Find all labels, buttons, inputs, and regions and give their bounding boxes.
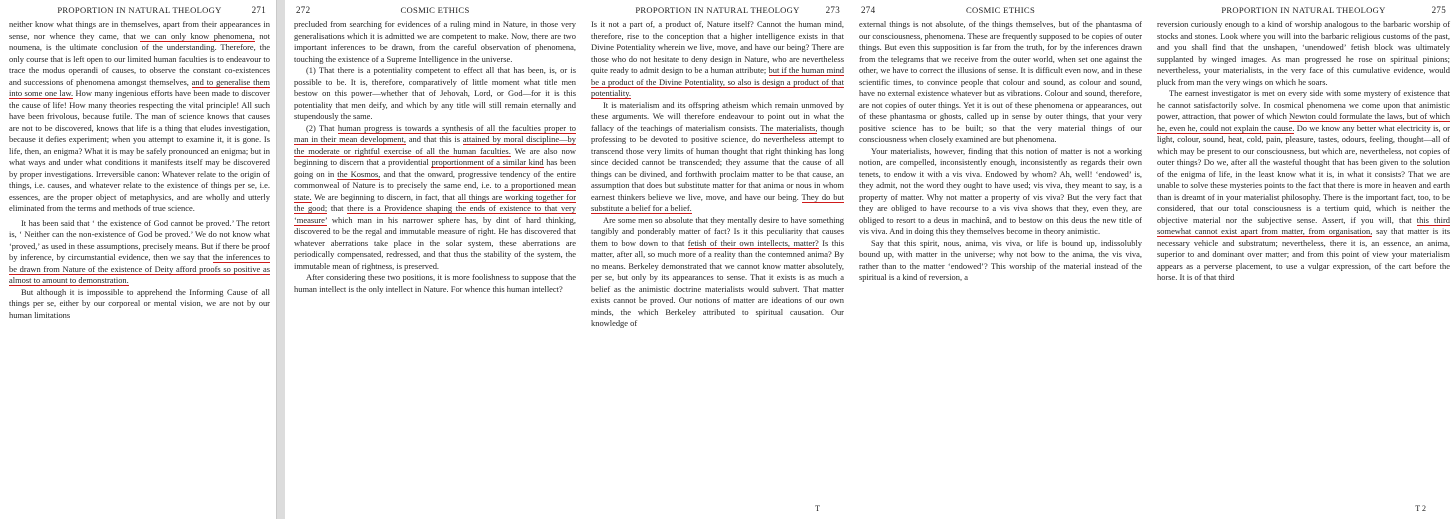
text-run: neither know what things are in themselves, apart from their appearances in sense, nor whence they came, that [9,19,270,41]
book-page-271 [0,0,276,519]
page-header [1157,3,1450,17]
paragraph [859,238,1142,284]
running-head: COSMIC ETHICS [400,5,470,15]
underlined-passage: attained by moral discipline—by the moderate or rightful exercise of all the human faculties. [294,134,576,156]
text-run: It has been said that ‘ the existence of God cannot be proved.’ The retort is, ‘ Neither can the non-existence of God be proved.’ We do not know what ‘proved,’ as used in these assumptions, precisely means. But if there be proof by inference, by circumstantial evidence, then we say that [9,217,270,262]
book-page-275 [1148,0,1456,519]
running-head: COSMIC ETHICS [965,5,1036,15]
underlined-passage: the inferences to be drawn from Nature of the existence of Deity afford proofs so positive as almost to amount to demonstration. [9,252,270,285]
paragraph [591,19,844,100]
page-header [9,3,270,17]
underlined-passage: all things are working together for the good; [294,191,577,213]
underlined-passage: human progress is towards a synthesis of all the faculties proper to man in their mean development, [294,122,577,144]
text-run: though professing to be devoted to positive science, do nevertheless attempt to transcend those very limits of human thought that right thinking has long since decided cannot be transcended; they assume that the cause of all things can be divined, and forthwith proclaim matter to be that cause, an assumption that does but substitute matter for that anima or nous in whom earnest thinkers believe we live, move, and have our being. [591,122,844,202]
text-run: Do we know any better what electricity is, or light, colour, sound, heat, cold, pain, pleasure, tastes, odours, feeling, thought—all of which may be present to our consciousness, but which are, nevertheless, not copies of outer things? Do we, after all the wasteful thought that has been given to the solution of the enigma of life, in the least know what it is, in what it consists? That we are unable to solve these mysteries points to the fact that there is more in heaven and earth than is dreamt of in your materialist philosophy. There is the important fact, too, to be considered, that our total consciousness is a tertium quid, which is neither the objective material nor the subjective sense. Assert, if you will, that [1157,122,1450,225]
underlined-passage: They do but substitute a belief for a belief. [591,191,845,213]
text-run: We are also now beginning to discern that a providential [294,145,576,167]
text-run: that [327,203,348,213]
text-run: It is materialism and its offspring atheism which remain unmoved by these arguments. We will therefore endeavour to point out in what the fallacy of the teachings of materialism consists. [591,99,844,133]
text-run: which man in his narrower sphere has, by dint of hard thinking, discovered to be the regal and immutable measure of right. He has discovered that whatever aberrations take place in the solar system, these aberrations are periodically compensated, redressed, and that thus the stability of the system, the immutable mean of rightness, is preserved. [294,214,576,271]
text-run: has been going on in [294,157,576,179]
running-head: PROPORTION IN NATURAL THEOLOGY [57,5,222,15]
page-number: 271 [251,5,266,15]
underlined-passage: a proportioned mean state. [294,180,576,202]
text-run: Your materialists, however, finding that this notion of matter is not a working notion, are compelled, inconsistently enough, inconsistently as regards their own tenets, to endow it with a vis viva. Endowed by whom? Ah, well! ‘endowed’ is, they admit, not the word they ought to have used; vis viva, they meant to say, is a property of matter. Why not matter a property of vis viva? But the very fact that they are obliged to have recourse to a vis viva shows that they, even they, are obliged to resort to a deus in machinâ, and to bestow on this deus the new title of vis viva. And in doing this they themselves become in theory animistic. [859,145,1142,236]
page-body [859,19,1142,284]
paragraph [591,100,844,215]
underlined-passage: the Kosmos, [337,168,381,179]
underlined-passage: fetish of their own intellects, matter? [687,237,819,248]
text-run: reversion curiously enough to a kind of worship analogous to the barbaric worship of stocks and stones. Look where you will into the barbaric religious customs of the past, and you shall find that the unshapen, ‘unendowed’ fetish block was ultimately supplanted by winged images. As man progressed he rose on spiritual pinions; nevertheless, your materialists, in the very face of this cumulative evidence, would pluck from man the very wings on which he soars. [1157,19,1450,87]
text-run: Say that this spirit, nous, anima, vis viva, or life is bound up, indissolubly bound up, with matter in the universe; why not bow to the anima, the vis viva, rather than to the matter ‘endowed’? This worship of the material instead of the spiritual is a kind of reversion, a [859,237,1142,282]
running-head: PROPORTION IN NATURAL THEOLOGY [1221,5,1386,15]
text-run: external things is not absolute, of the things themselves, but of the phantasma of our consciousness, phenomena. These are frequently supposed to be copies of outer things. But even this supposition is far from the truth, for by the inferences drawn from the telegrams that we receive from the outer world, when set one against the other, we have to correct the illusions of sense. It is difficult even now, and in these scientific times, to convince people that colour and sound, as colour and sound, have no external existence whatever but as vibrations. Colour and sound, therefore, are not copies of outer things. Yet it is out of these phenomena or appearances, out of these phantasma or ghosts, called up in sense by outer things, that your very positive science has to be built; so that the very material things of our consciousness when closely examined are but phenomena. [859,19,1142,144]
page-number: 272 [296,5,311,15]
paragraph [9,19,270,215]
paragraph [294,19,576,65]
text-run: The earnest investigator is met on every side with some mystery of existence that he cannot satisfactorily solve. In cosmical phenomena we come upon that animistic power, attraction, that power of which [1157,88,1450,121]
text-run: and that the onward, progressive tendency of the entire commonweal of Nature is to precisely the same end, i.e. to [294,168,577,190]
text-run: precluded from searching for evidences of a ruling mind in Nature, in those very generalisations which it is admitted we are competent to make. Now, there are two important inferences to be drawn, from the careful observation of phenomena, touching the existence of a Supreme Intelligence in the universe. [294,19,576,64]
text-run: How many ingenious efforts have been made to discover the cause of life! How many theories respecting the vital principle! All such have been frivolous, because futile. The man of science knows that causes are not to be discovered, knows that life is a thing that eludes investigation, because it defies experiment; when you attempt to examine it, it is gone. Is life, then, an enigma? What it is may be safely pronounced an enigma; but in what ways and under what conditions it manifests itself may be discovered by proper investigations. Irreversible canon: Whatever relate to the origin of things, i.e. causes, and whatever relate to the existence of things per se, i.e. essences, are the proper object of metaphysics, and are wholly and utterly eliminated from the terms and methods of true science. [9,88,270,213]
text-run: say that matter is its necessary vehicle and substratum; nevertheless, there it is, an essence, an anima, superior to and dominant over matter; and from this point of view your materialism appears as a perverse placement, to use a vulgar expression, of the cart before the horse. It is of that third [1157,226,1450,282]
running-head: PROPORTION IN NATURAL THEOLOGY [635,5,800,15]
page-body [1157,19,1450,284]
paragraph [859,146,1142,238]
page-header [859,3,1142,17]
paragraph [9,287,270,322]
signature-mark: T 2 [1415,504,1426,513]
page-body [591,19,844,330]
paragraph [294,272,576,295]
underlined-passage: and to generalise them into some one law. [9,76,270,98]
book-page-272 [285,0,582,519]
book-page-273 [582,0,850,519]
text-run: not noumena, is the ultimate conclusion of the understanding. Therefore, the only course that is left open to our limited human faculties is to endeavour to trace the modus operandi of causes, to observe the constant co-existences and successions of phenomena amongst themselves, [9,30,270,87]
text-run: (2) That [306,122,338,133]
page-number: 275 [1431,5,1446,15]
text-run: Are some men so absolute that they mentally desire to have something tangibly and ponderably matter of fact? Is it this peculiarity that causes them to bow down to that [591,214,844,248]
page-gap [276,0,277,519]
text-run: (1) That there is a potentiality competent to effect all that has been, is, or is possible to be. It is, therefore, comparatively of little moment what title men bestow on this power—whether that of Jehovah, Lord, or God—for it is this potentiality that men deify, and which by any title will still remain eternally and stupendously the same. [294,65,576,121]
page-number: 273 [825,5,840,15]
underlined-passage: proportionment of a similar kind [431,157,544,167]
page-header [591,3,844,17]
underlined-passage: this third somewhat cannot exist apart from matter, from organisation, [1157,214,1450,236]
underlined-passage: but if the human mind be a product of the Divine Potentiality, so also is design a product of that potentiality. [591,65,845,98]
text-run: We are beginning to discern, in fact, that [311,191,458,202]
page-body [294,19,576,295]
text-run: and that this is [405,134,463,144]
signature-mark: T [815,504,820,513]
book-page-274 [850,0,1148,519]
text-run: But although it is impossible to apprehend the Informing Cause of all things per se, either by our corporeal or mental vision, we are not by our human limitations [9,286,270,320]
underlined-passage: Newton could formulate the laws, but of which he, even he, could not explain the cause. [1157,111,1450,133]
page-body [9,19,270,321]
paragraph [591,215,844,330]
page-number: 274 [861,5,876,15]
text-run: Is this matter, after all, so much more of a reality than the contemned anima? By no means. Berkeley demonstrated that we cannot know matter absolutely, per se, but only by its appearances to sense. That it exists is as much a belief as the animistic doctrine materialists would subvert. That matter exists cannot be proved. Our notions of matter are ideations of our own minds, the which Berkeley attributed to spiritual causation. Our knowledge of [591,237,844,328]
page-header [294,3,576,17]
underlined-passage: The materialists, [760,122,818,133]
text-run: After considering these two positions, it is more foolishness to suppose that the human intellect is the only intellect in Nature. For whence this human intellect? [294,272,576,294]
paragraph [859,19,1142,146]
paragraph [1157,19,1450,88]
paragraph [294,123,576,273]
underlined-passage: there is a Providence shaping the ends of existence to that very ‘measure’ [294,203,576,225]
paragraph [1157,88,1450,284]
paragraph [294,65,576,123]
text-run: Is it not a part of, a product of, Nature itself? Cannot the human mind, therefore, rise to the conception that a higher intelligence exists in that Divine Potentiality wherein we live, move, and have our being? There are those who do not hesitate to deny design in Nature, who are nevertheless quite ready to admit design to be a human attribute; [591,19,844,75]
underlined-passage: we can only know phenomena, [140,30,255,41]
paragraph [9,218,270,287]
